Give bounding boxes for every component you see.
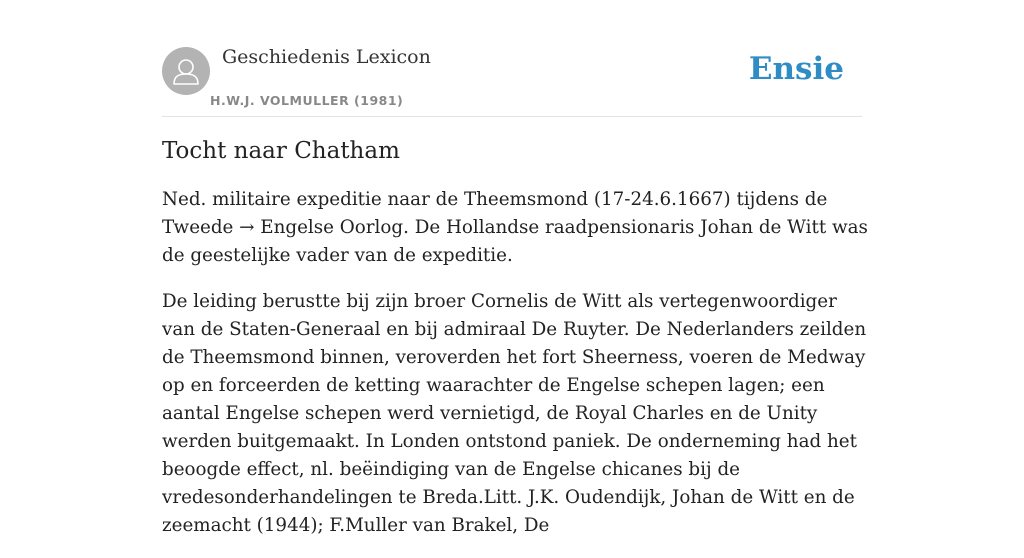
header	[162, 44, 862, 117]
article-paragraph: De leiding berustte bij zijn broer Cornelis de Witt als vertegenwoordiger van de Staten-Generaal en bij admiraal De Ruyter. De Nederlanders zeilden de Theemsmond binnen, veroverden het fort Sheerness, voeren de Medway op en forceerden de ketting waarachter de Engelse schepen lagen; een aantal Engelse schepen werd vernietigd, de Royal Charles en de Unity werden buitgemaakt. In Londen ontstond paniek. De onderneming had het beoogde effect, nl. beëindiging van de Engelse chicanes bij de vredesonderhandelingen te Breda.Litt. J.K. Oudendijk, Johan de Witt en de zeemacht (1944); F.Muller van Brakel, De	[162, 291, 867, 536]
author-label: H.W.J. VOLMULLER (1981)	[210, 93, 404, 108]
article-title: Tocht naar Chatham	[162, 138, 400, 164]
user-avatar-icon[interactable]	[162, 47, 210, 95]
article-paragraph: Ned. militaire expeditie naar de Theemsmond (17-24.6.1667) tijdens de Tweede → Engelse Oorlog. De Hollandse raadpensionaris Johan de Witt was de geestelijke vader van de expeditie.	[162, 189, 868, 266]
book-title[interactable]: Geschiedenis Lexicon	[222, 46, 431, 68]
ensie-logo[interactable]: Ensie	[748, 51, 844, 87]
article	[162, 138, 872, 558]
